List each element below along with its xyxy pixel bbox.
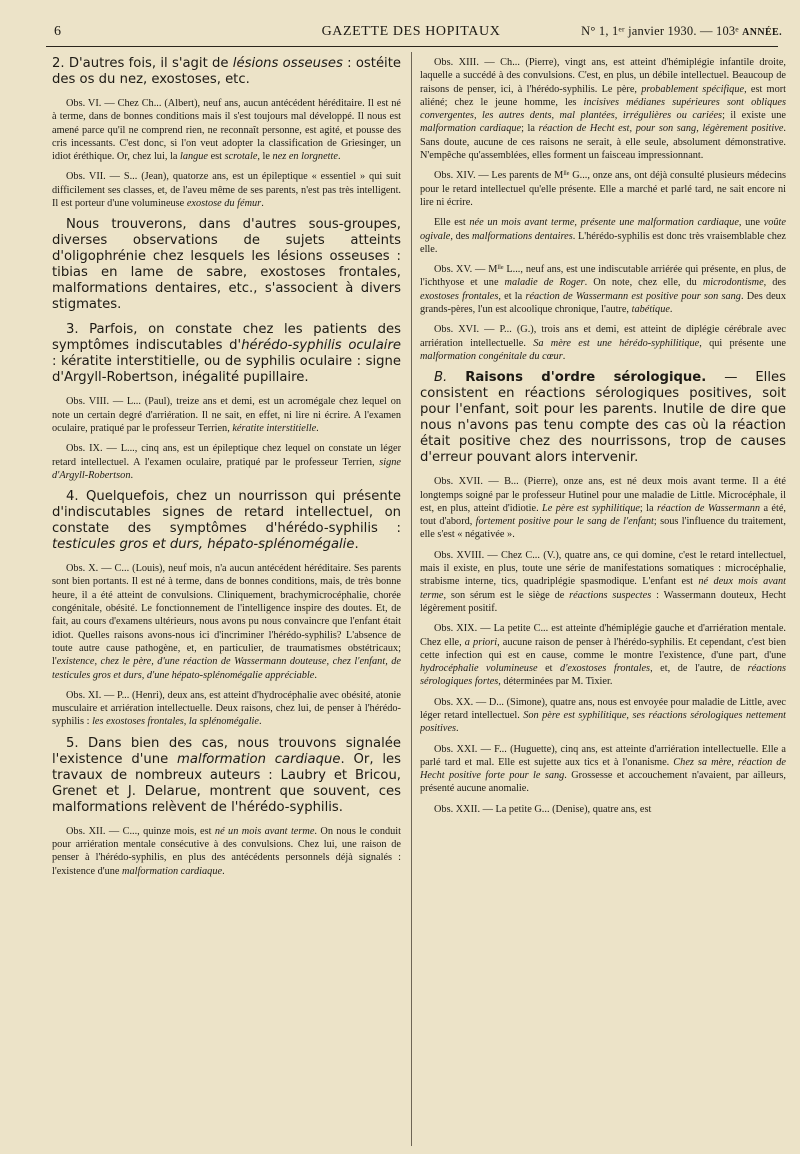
text-run: Obs. XIX. — La petite C... est atteinte d'hémiplégie gauche et d'arriération mentale. Chez elle, bbox=[420, 623, 786, 648]
text-run: . Des deux grands-pères, l'un est alcoolique chronique, l'autre, bbox=[420, 290, 786, 316]
text-run: . Grossesse et accouchement n'avaient, par ailleurs, présenté aucune anomalie. bbox=[420, 770, 786, 795]
text-run: Obs. VIII. — L... (Paul), treize ans et demi, est un acromégale chez lequel on note un certain degré d'arriération. Il ne sait, en effet, ni lire ni écrire. A l'examen oculaire, pratiqué par le professeur Terrien, bbox=[52, 396, 401, 434]
italic-text: lésions osseuses bbox=[232, 56, 343, 71]
text-run: , est mort aliéné; chez le jeune homme, les bbox=[420, 83, 786, 108]
text-run: : kératite interstitielle, ou de syphilis oculaire : signe d'Argyll-Robertson, inégalité pupillaire. bbox=[52, 354, 401, 386]
text-run: . bbox=[669, 304, 673, 316]
body-paragraph bbox=[52, 322, 401, 386]
text-run: ; la bbox=[639, 502, 657, 514]
page-header bbox=[40, 22, 782, 48]
body-paragraph bbox=[52, 489, 401, 553]
text-run: est bbox=[208, 151, 225, 163]
italic-text: réaction de Wassermann est positive pour son sang bbox=[525, 290, 741, 302]
text-run: : Wassermann douteux, Hecht légèrement positif. bbox=[420, 589, 786, 614]
header-rule bbox=[46, 46, 778, 47]
text-run: . bbox=[316, 422, 319, 434]
text-run: Obs. XIII. — Ch... (Pierre), vingt ans, est atteint d'hémiplégie infantile droite, laquelle a succédé à des convulsions. C'est, en plus, un débile intellectuel. Beaucoup de raisons de penser, ici, à l'hérédo-syphilis. Le père, bbox=[420, 57, 786, 95]
text-run: . bbox=[314, 669, 317, 681]
observation-paragraph bbox=[420, 696, 786, 736]
text-run: , aucune raison de penser à l'hérédo-syphilis. Et cependant, c'est bien cette infection qui est en cause, comme le montre l'existence, d'une part, d'une bbox=[420, 636, 786, 661]
text-run: , des bbox=[763, 277, 786, 289]
italic-text: malformation congénitale du cœur bbox=[420, 350, 563, 362]
text-run: 2. D'autres fois, il s'agit de bbox=[52, 56, 233, 71]
italic-text: exostose du fémur bbox=[186, 198, 262, 210]
right-column bbox=[420, 56, 786, 1146]
text-run: 4. Quelquefois, chez un nourrisson qui présente d'indiscutables signes de retard intellectuel, on constate des symptômes d'hérédo-syphilis : bbox=[52, 489, 401, 537]
issue-date: N° 1, 1ᵉʳ janvier 1930. — 103ᵉ bbox=[581, 24, 739, 38]
body-paragraph bbox=[52, 736, 401, 816]
page-number: 6 bbox=[54, 24, 62, 39]
italic-text: les exostoses frontales, la splénomégalie bbox=[92, 716, 259, 728]
text-run: Obs. XX. — D... (Simone), quatre ans, nous est envoyée pour maladie de Little, avec léger retard intellectuel. bbox=[420, 696, 786, 721]
text-run: . bbox=[562, 350, 566, 362]
observation-paragraph bbox=[52, 562, 401, 682]
text-run: , des bbox=[450, 230, 472, 242]
text-run: . On nous le conduit pour arriération mentale consécutive à des convulsions. Chez lui, une raison de penser à l'hérédo-syphilis, en plus des antécédents personnels déjà signalés : l'existence d'une bbox=[52, 825, 401, 877]
issue-info bbox=[581, 24, 782, 39]
italic-text: malformation cardiaque bbox=[420, 123, 522, 135]
italic-text: fortement positive pour le sang de l'enfant bbox=[475, 516, 654, 528]
text-run: et bbox=[537, 663, 561, 675]
text-run: Obs. XII. — C..., quinze mois, est bbox=[66, 825, 215, 837]
italic-text: maladie de Roger bbox=[504, 277, 585, 289]
text-run: . bbox=[456, 723, 459, 735]
italic-text: né deux mois avant terme bbox=[420, 576, 786, 601]
text-run: , le bbox=[257, 151, 273, 163]
italic-text: réaction de Hecht est, pour son sang, légèrement positive bbox=[538, 123, 784, 135]
text-run: . Sans doute, aucune de ces raisons ne serait, à elle seule, absolument démonstrative. N'empêche qu'assemblées, elles forment un faisceau impressionnant. bbox=[420, 123, 786, 162]
italic-text: Chez sa mère, réaction de Hecht positive forte pour le sang bbox=[420, 756, 786, 782]
text-run: 5. Dans bien des cas, nous trouvons signalée l'existence d'une bbox=[52, 735, 401, 767]
text-run: . On note, chez elle, du bbox=[584, 277, 703, 289]
italic-text: née un mois avant terme, présente une malformation cardiaque bbox=[469, 217, 739, 229]
text-run: Obs. XI. — P... (Henri), deux ans, est atteint d'hydrocéphalie avec obésité, atonie musculaire et arriération intellectuelle. Deux raisons, chez lui, de penser à l'hérédo-syphilis : bbox=[52, 689, 401, 728]
italic-text: réactions suspectes bbox=[569, 589, 652, 601]
italic-text: Sa mère est une hérédo-syphilitique bbox=[533, 337, 700, 349]
text-run: . bbox=[222, 865, 225, 877]
text-run: Obs. XIV. — Les parents de Mˡˡᵉ G..., onze ans, ont déjà consulté plusieurs médecins pour le retard intellectuel qu'elle présente. Elle a marché et parlé tard, ne sait encore ni lire ni écrire. bbox=[420, 170, 786, 208]
text-run: , une bbox=[738, 217, 764, 229]
text-run: Obs. VI. — Chez Ch... (Albert), neuf ans, aucun antécédent héréditaire. Il est né à terme, dans de bonnes conditions mais il s'est toujours mal développé. Il nous est amené parce qu'il ne comprend rien, ne reconnaît personne, est agité, et pousse des cris incessants. C'est donc, si l'on veut adopter la classification de Griesinger, un idiot éréthique. Or, chez lui, la bbox=[52, 98, 401, 163]
italic-text: voûte ogivale bbox=[420, 217, 786, 242]
italic-text: incisives médianes supérieures sont obliques convergentes, les autres dents, mal plantées, irrégulières ou cariées bbox=[420, 96, 786, 122]
observation-paragraph bbox=[420, 56, 786, 162]
text-run: . L'hérédo-syphilis est donc très vraisemblable chez elle. bbox=[420, 230, 786, 255]
text-run: ; il existe une bbox=[722, 110, 786, 122]
text-run: Obs. XV. — Mˡˡᵉ L..., neuf ans, est une indiscutable arriérée qui présente, en plus, de l'ichthyose et une bbox=[420, 264, 786, 289]
body-paragraph bbox=[420, 370, 786, 466]
observation-paragraph bbox=[52, 170, 401, 210]
text-run: Elle est bbox=[434, 217, 470, 229]
observation-paragraph bbox=[52, 395, 401, 435]
italic-text: nez en lorgnette bbox=[272, 151, 338, 163]
text-run: . bbox=[261, 198, 264, 210]
italic-text: probablement spécifique bbox=[641, 83, 745, 95]
observation-paragraph bbox=[420, 549, 786, 615]
text-run: Obs. VII. — S... (Jean), quatorze ans, est un épileptique « essentiel » qui suit difficilement ses classes, et, de l'aveu même de ses parents, n'est pas très intelligent. Il est porteur d'une volumineuse bbox=[52, 171, 401, 210]
italic-text: kératite interstitielle bbox=[232, 422, 317, 434]
italic-text: scrotale bbox=[224, 151, 258, 163]
observation-paragraph bbox=[420, 216, 786, 256]
italic-text: né un mois avant terme bbox=[214, 825, 315, 837]
text-run: . bbox=[258, 716, 262, 728]
observation-paragraph bbox=[420, 323, 786, 363]
observation-paragraph bbox=[52, 442, 401, 482]
italic-text: a priori bbox=[464, 636, 498, 648]
italic-text: existence, chez le père, d'une réaction de Wassermann douteuse, chez l'enfant, de testicules gros et durs, d'une hépato-splénomégalie appréciable bbox=[52, 656, 401, 681]
text-run: , déterminées par M. Tixier. bbox=[498, 676, 613, 688]
italic-text: réaction de Wassermann bbox=[657, 502, 761, 514]
text-run: Nous trouverons, dans d'autres sous-groupes, diverses observations de sujets atteints d'oligophrénie chez lesquels les lésions osseuses : tibias en lame de sabre, exostoses frontales, malformations dentaires, etc., s'associent à divers stigmates. bbox=[52, 217, 401, 313]
observation-paragraph bbox=[420, 743, 786, 796]
italic-text: langue bbox=[179, 151, 208, 163]
observation-paragraph bbox=[420, 263, 786, 316]
text-run: a été, tout d'abord, bbox=[420, 502, 786, 528]
italic-text: tabétique bbox=[631, 304, 670, 316]
text-run: . Or, les travaux de nombreux auteurs : Laubry et Bricou, Grenet et J. Delarue, montrent que souvent, ces malformations relèvent de l'hérédo-syphilis. bbox=[52, 751, 401, 815]
text-run: , et, de l'autre, de bbox=[650, 663, 748, 675]
italic-text: hydrocéphalie volumineuse bbox=[420, 663, 538, 675]
italic-text: hérédo-syphilis oculaire bbox=[241, 338, 401, 354]
issue-year-suffix: ANNÉE. bbox=[742, 27, 782, 38]
italic-text: Son père est syphilitique, ses réactions sérologiques nettement positives bbox=[420, 709, 786, 735]
text-run: — Elles consistent en réactions sérologiques positives, soit pour l'enfant, soit pour les parents. Inutile de dire que nous n'avons pas tenu compte des cas où la réaction était positive chez des nourrissons, trop de causes d'erreur pouvant alors intervenir. bbox=[420, 370, 786, 466]
text-run: . bbox=[337, 151, 341, 163]
text-run: Obs. XVIII. — Chez C... (V.), quatre ans, ce qui domine, c'est le retard intellectuel, mais il existe, en plus, toute une série de manifestations somatiques : microcéphalie, strabisme interne, tics, quadriplégie spasmodique. L'enfant est bbox=[420, 549, 786, 588]
journal-title: GAZETTE DES HOPITAUX bbox=[321, 24, 501, 39]
observation-paragraph bbox=[420, 622, 786, 688]
observation-paragraph bbox=[420, 169, 786, 209]
body-paragraph bbox=[52, 56, 401, 88]
observation-paragraph bbox=[52, 689, 401, 729]
bold-heading-text: Raisons d'ordre sérologique. bbox=[465, 370, 707, 386]
text-run: 3. Parfois, on constate chez les patients des symptômes indiscutables d' bbox=[52, 322, 401, 354]
italic-text: B. bbox=[434, 370, 466, 386]
italic-text: Le père est syphilitique bbox=[542, 502, 640, 514]
italic-text: malformations dentaires bbox=[472, 230, 573, 242]
text-run: . bbox=[130, 469, 134, 481]
observation-paragraph bbox=[52, 825, 401, 878]
italic-text: malformation cardiaque bbox=[177, 751, 341, 767]
observation-paragraph bbox=[420, 475, 786, 541]
italic-text: signe d'Argyll-Robertson bbox=[52, 456, 401, 481]
text-run: Obs. XXII. — La petite G... (Denise), quatre ans, est bbox=[434, 803, 652, 815]
italic-text: réactions sérologiques fortes bbox=[420, 663, 786, 688]
text-run: Obs. X. — C... (Louis), neuf mois, n'a aucun antécédent héréditaire. Ses parents sont bien portants. Il est né à terme, dans de bonnes conditions, mais, de très bonne heure, il a été atteint de convulsions. Cliniquement, brachymicrocéphalie, chorée congénitale, obésité. Le fonctionnement de l'intelligence inspire des doutes. Et, de fait, au cours d'examens ultérieurs, nous avons pu nous convaincre que l'enfant était idiot. Quelles raisons avons-nous ici d'incriminer l'hérédo-syphilis? L'absence de toute autre cause pathogène, et, en particulier, de traumatismes obstétricaux; l' bbox=[52, 563, 401, 668]
text-run: ; sous l'influence du traitement, elle s'est « négativée ». bbox=[420, 516, 786, 541]
observation-paragraph bbox=[420, 803, 786, 816]
text-run: Obs. IX. — L..., cinq ans, est un épileptique chez lequel on constate un léger retard intellectuel. A l'examen oculaire, pratiqué par le professeur Terrien, bbox=[52, 443, 401, 468]
text-run: Obs. XVII. — B... (Pierre), onze ans, est né deux mois avant terme. Il a été longtemps soigné par le professeur Hutinel pour une maladie de Little. Microcéphale, il est, en plus, atteint d'idiotie. bbox=[420, 476, 786, 514]
column-divider bbox=[411, 52, 412, 1146]
text-run: , qui présente une bbox=[699, 337, 786, 349]
text-run: Obs. XVI. — P... (G.), trois ans et demi, est atteint de diplégie cérébrale avec arriération intellectuelle. bbox=[420, 324, 786, 349]
italic-text: testicules gros et durs, hépato-splénomégalie bbox=[52, 537, 355, 553]
body-paragraph bbox=[52, 217, 401, 313]
italic-text: malformation cardiaque bbox=[122, 865, 223, 877]
italic-text: microdontisme bbox=[702, 277, 764, 289]
text-run: : ostéite des os du nez, exostoses, etc. bbox=[52, 56, 401, 87]
italic-text: exostoses frontales bbox=[420, 290, 499, 302]
text-run: ; la bbox=[521, 123, 539, 135]
text-run: . bbox=[354, 537, 359, 553]
left-column bbox=[52, 56, 401, 1146]
text-run: , son sérum est le siège de bbox=[443, 589, 570, 601]
text-run: Obs. XXI. — F... (Huguette), cinq ans, est atteinte d'arriération intellectuelle. Elle a parlé tard et mal. Elle est sujette aux tics et à l'onanisme. bbox=[420, 743, 786, 768]
italic-text: d'exostoses frontales bbox=[560, 663, 651, 675]
text-run: , et la bbox=[498, 290, 526, 302]
observation-paragraph bbox=[52, 97, 401, 163]
